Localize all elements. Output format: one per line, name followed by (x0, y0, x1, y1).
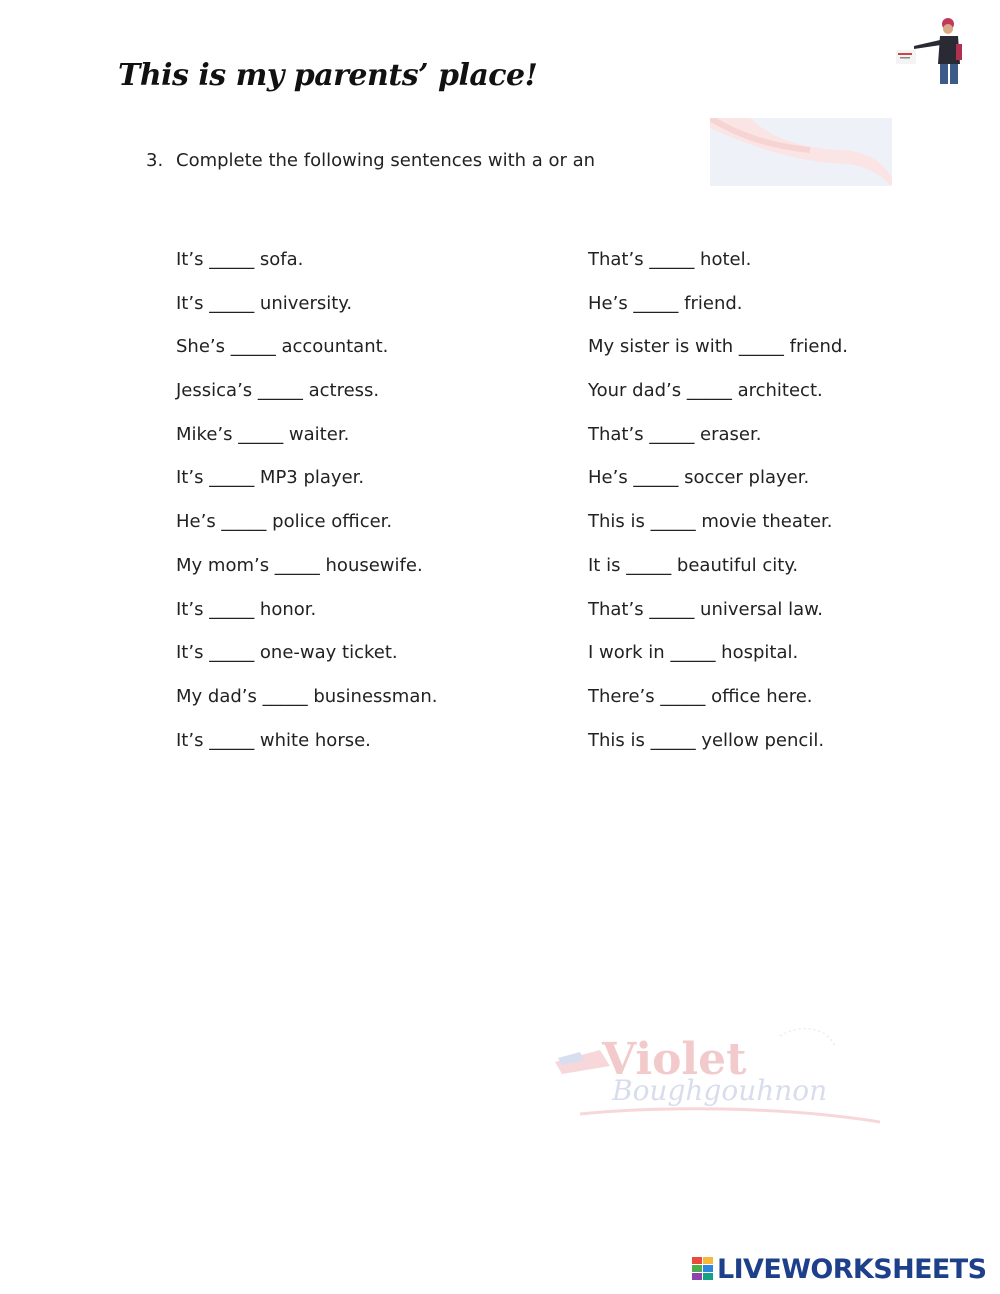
sentence: My mom’s _____ housewife. (176, 554, 423, 576)
sentence: I work in _____ hospital. (588, 642, 799, 664)
sentence: My sister is with _____ friend. (588, 336, 849, 358)
sentence: My dad’s _____ businessman. (176, 685, 438, 707)
sentence: It is _____ beautiful city. (588, 554, 799, 576)
sentence: He’s _____ police officer. (176, 511, 393, 533)
sentence: It’s _____ white horse. (176, 729, 371, 751)
sentence: That’s _____ universal law. (588, 598, 823, 620)
person-photo-icon (896, 14, 966, 86)
instruction-text: Complete the following sentences with a or an (176, 150, 596, 171)
decorative-wave (710, 118, 892, 186)
sentence: That’s _____ hotel. (588, 249, 752, 270)
author-watermark-logo (550, 1022, 885, 1132)
sentence: Mike’s _____ waiter. (176, 423, 350, 445)
sentence: It’s _____ MP3 player. (176, 467, 365, 489)
sentence: It’s _____ sofa. (176, 249, 304, 270)
sentence-column-left (176, 248, 437, 772)
sentence: It’s _____ honor. (176, 598, 317, 620)
sentence: He’s _____ soccer player. (588, 467, 810, 489)
sentence-column-right (588, 248, 848, 772)
sentence: That’s _____ eraser. (588, 423, 762, 445)
sentence: Your dad’s _____ architect. (588, 380, 823, 402)
worksheet-title: This is my parents’ place! (118, 58, 538, 93)
instruction (146, 150, 595, 171)
instruction-number: 3. (146, 150, 164, 171)
sentence: It’s _____ university. (176, 292, 353, 314)
sentence: It’s _____ one-way ticket. (176, 642, 398, 664)
sentence: Jessica’s _____ actress. (176, 380, 380, 402)
sentence: There’s _____ office here. (588, 685, 813, 707)
liveworksheets-brand: LIVEWORKSHEETS (717, 1253, 987, 1285)
liveworksheets-badge-icon (692, 1257, 714, 1281)
watermark-line1: Violet (602, 1034, 747, 1085)
sentence: This is _____ yellow pencil. (588, 729, 825, 751)
liveworksheets-logo[interactable] (692, 1254, 986, 1284)
sentence: He’s _____ friend. (588, 292, 743, 314)
sentence: She’s _____ accountant. (176, 336, 389, 358)
watermark-line2: Boughgouhnon (612, 1074, 828, 1107)
sentence: This is _____ movie theater. (588, 511, 833, 533)
